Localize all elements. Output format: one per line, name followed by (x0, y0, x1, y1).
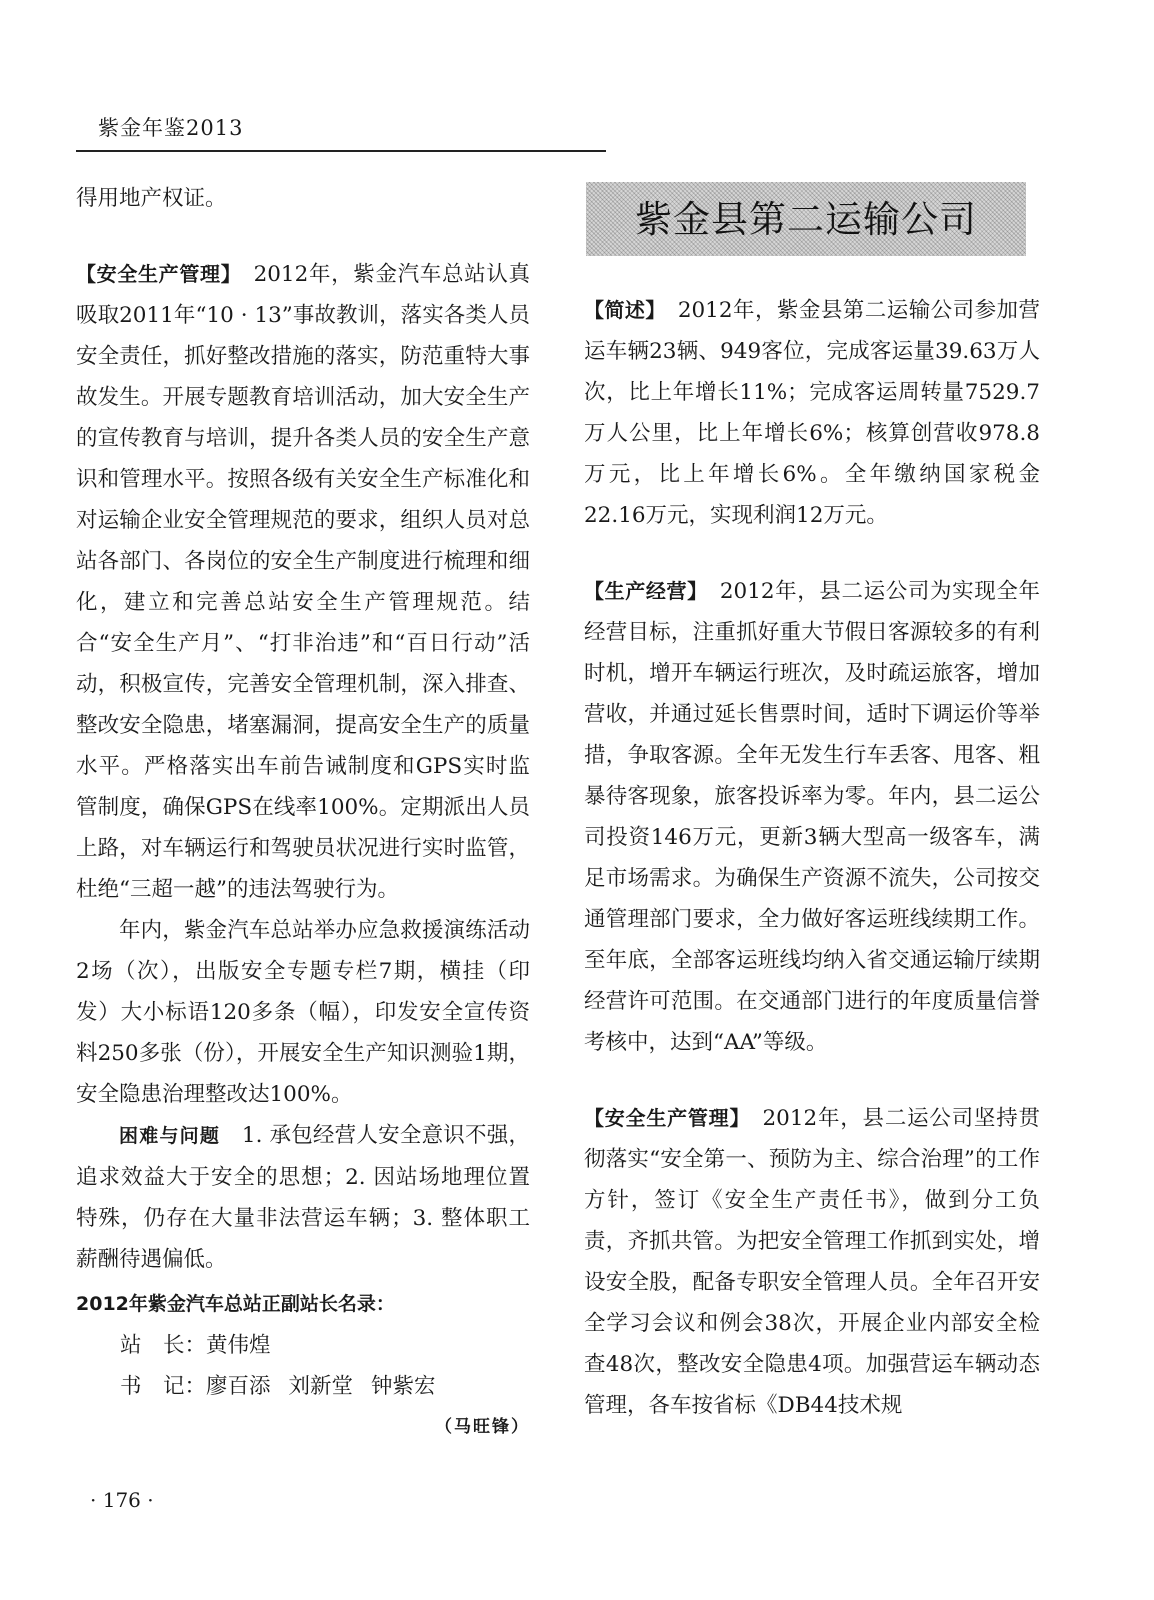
right-safety-text: 2012年，县二运公司坚持贯彻落实“安全第一、预防为主、综合治理”的工作方针，签订《安全生产责任书》，做到分工负责，齐抓共管。为把安全管理工作抓到实处，增设安全股，配备专职安全管理人员。全年召开安全学习会议和例会38次，开展企业内部安全检查48次，整改安全隐患4项。加强营运车辆动态管理，各车按省标《DB44技术规 (584, 1106, 1040, 1418)
banner-title: 紫金县第二运输公司 (635, 197, 977, 241)
section-tag-operations: 【生产经营】 (584, 579, 698, 603)
roster-name: 廖百添 (206, 1374, 271, 1399)
section-tag-right-safety: 【安全生产管理】 (584, 1106, 741, 1130)
operations-paragraph (584, 571, 1040, 1063)
overview-text: 2012年，紫金县第二运输公司参加营运车辆23辆、949客位，完成客运量39.63万人次，比上年增长11%；完成客运周转量7529.7万人公里，比上年增长6%；核算创营收978.8万元，比上年增长6%。全年缴纳国家税金22.16万元，实现利润12万元。 (584, 298, 1041, 528)
left-column (76, 178, 530, 1448)
section-tag-overview: 【简述】 (584, 298, 656, 322)
page-number: · 176 · (90, 1488, 154, 1512)
roster-line-secretary (76, 1366, 530, 1407)
section-tag-safety: 【安全生产管理】 (76, 262, 232, 286)
safety-text-1: 2012年，紫金汽车总站认真吸取2011年“10 · 13”事故教训，落实各类人员安全责任，抓好整改措施的落实，防范重特大事故发生。开展专题教育培训活动，加大安全生产的宣传教育与培训，提升各类人员的安全生产意识和管理水平。按照各级有关安全生产标准化和对运输企业安全管理规范的要求，组织人员对总站各部门、各岗位的安全生产制度进行梳理和细化，建立和完善总站安全生产管理规范。结合“安全生产月”、“打非治违”和“百日行动”活动，积极宣传，完善安全管理机制，深入排查、整改安全隐患，堵塞漏洞，提高安全生产的质量水平。严格落实出车前告诫制度和GPS实时监管制度，确保GPS在线率100%。定期派出人员上路，对车辆运行和驾驶员状况进行实时监管，杜绝“三超一越”的违法驾驶行为。 (76, 262, 530, 902)
overview-paragraph (584, 290, 1040, 536)
roster-name: 钟紫宏 (371, 1374, 436, 1399)
right-safety-paragraph (584, 1098, 1040, 1426)
roster-title: 2012年紫金汽车总站正副站长名录： (76, 1293, 395, 1315)
continuation-paragraph: 得用地产权证。 (76, 186, 227, 211)
roster-role: 站 长： (120, 1333, 207, 1358)
operations-text: 2012年，县二运公司为实现全年经营目标，注重抓好重大节假日客源较多的有利时机，增开车辆运行班次，及时疏运旅客，增加营收，并通过延长售票时间，适时下调运价等举措，争取客源。全年无发生行车丢客、甩客、粗暴待客现象，旅客投诉率为零。年内，县二运公司投资146万元，更新3辆大型高一级客车，满足市场需求。为确保生产资源不流失，公司按交通管理部门要求，全力做好客运班线续期工作。至年底，全部客运班线均纳入省交通运输厅续期经营许可范围。在交通部门进行的年度质量信誉考核中，达到“AA”等级。 (584, 579, 1040, 1055)
roster-name: 刘新堂 (288, 1374, 354, 1399)
problems-label: 困难与问题 (119, 1125, 221, 1147)
author-credit: （马旺锋） (435, 1417, 530, 1437)
safety-paragraph-2: 年内，紫金汽车总站举办应急救援演练活动2场（次），出版安全专题专栏7期，横挂（印发）大小标语120多条（幅），印发安全宣传资料250多张（份），开展安全生产知识测验1期，安全隐患治理整改达100%。 (76, 918, 530, 1107)
right-column (584, 182, 1040, 1426)
problems-text: 1. 承包经营人安全意识不强，追求效益大于安全的思想；2. 因站场地理位置特殊，仍存在大量非法营运车辆；3. 整体职工薪酬待遇偏低。 (76, 1123, 530, 1272)
problems-paragraph (76, 1115, 530, 1280)
running-title: 紫金年鉴2013 (98, 116, 244, 140)
safety-paragraph-1 (76, 254, 530, 910)
header-rule (76, 150, 606, 152)
section-banner (586, 182, 1026, 256)
roster-role: 书 记： (120, 1374, 207, 1399)
roster-line-director (76, 1325, 530, 1366)
roster-name: 黄伟煌 (206, 1333, 271, 1358)
